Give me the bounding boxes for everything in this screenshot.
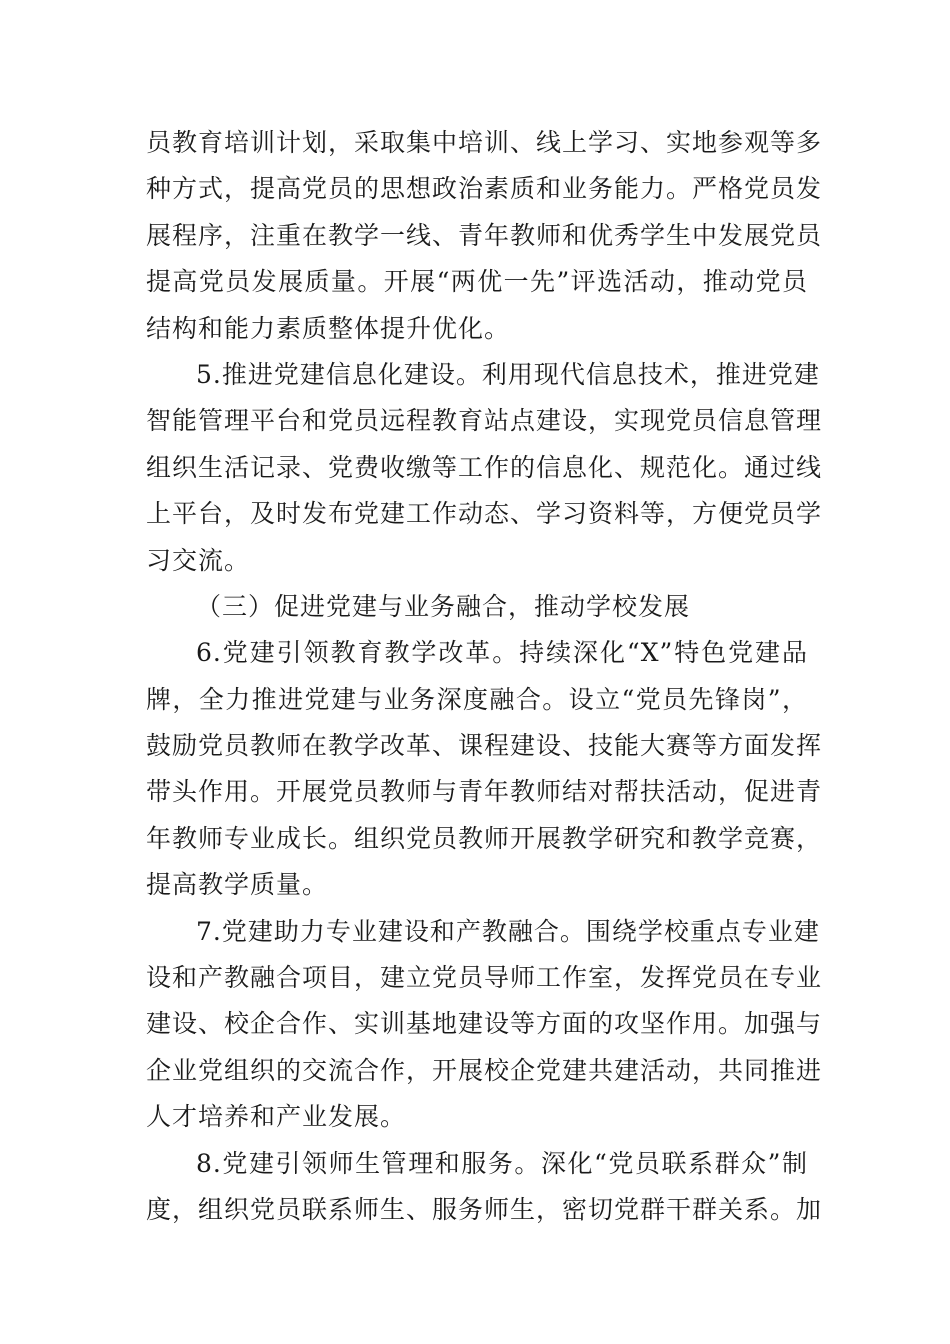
text-line: 习交流。 (146, 545, 251, 575)
text-line: 结构和能力素质整体提升优化。 (146, 313, 511, 343)
paragraph-5-first-line: 5.推进党建信息化建设。利用现代信息技术，推进党建 (196, 359, 820, 389)
text-line: 员教育培训计划，采取集中培训、线上学习、实地参观等多 (146, 128, 823, 157)
text-line: 提高党员发展质量。开展“两优一先”评选活动，推动党员 (146, 267, 808, 297)
text-line: 上平台，及时发布党建工作动态、学习资料等，方便党员学 (146, 499, 823, 529)
text-line: 种方式，提高党员的思想政治素质和业务能力。严格党员发 (146, 174, 823, 204)
text-line: 人才培养和产业发展。 (146, 1102, 407, 1132)
text-line: 展程序，注重在教学一线、青年教师和优秀学生中发展党员 (146, 220, 823, 250)
text-line: 牌，全力推进党建与业务深度融合。设立“党员先锋岗”， (146, 684, 808, 714)
text-line: 年教师专业成长。组织党员教师开展教学研究和教学竞赛， (146, 823, 823, 853)
text-line: 设和产教融合项目，建立党员导师工作室，发挥党员在专业 (146, 963, 823, 993)
paragraph-6-first-line: 6.党建引领教育教学改革。持续深化“X”特色党建品 (196, 638, 808, 668)
document-body (146, 120, 823, 1233)
text-line: 度，组织党员联系师生、服务师生，密切党群干群关系。加 (146, 1194, 823, 1224)
text-line: 带头作用。开展党员教师与青年教师结对帮扶活动，促进青 (146, 777, 823, 807)
text-line: 鼓励党员教师在教学改革、课程建设、技能大赛等方面发挥 (146, 731, 823, 761)
section-heading: （三）促进党建与业务融合，推动学校发展 (196, 591, 691, 621)
paragraph-7-first-line: 7.党建助力专业建设和产教融合。围绕学校重点专业建 (196, 916, 820, 946)
text-line: 组织生活记录、党费收缴等工作的信息化、规范化。通过线 (146, 452, 823, 482)
text-line: 提高教学质量。 (146, 870, 329, 900)
text-line: 智能管理平台和党员远程教育站点建设，实现党员信息管理 (146, 406, 823, 436)
text-line: 企业党组织的交流合作，开展校企党建共建活动，共同推进 (146, 1055, 823, 1085)
text-line: 建设、校企合作、实训基地建设等方面的攻坚作用。加强与 (146, 1009, 823, 1039)
paragraph-8-first-line: 8.党建引领师生管理和服务。深化“党员联系群众”制 (196, 1148, 808, 1178)
